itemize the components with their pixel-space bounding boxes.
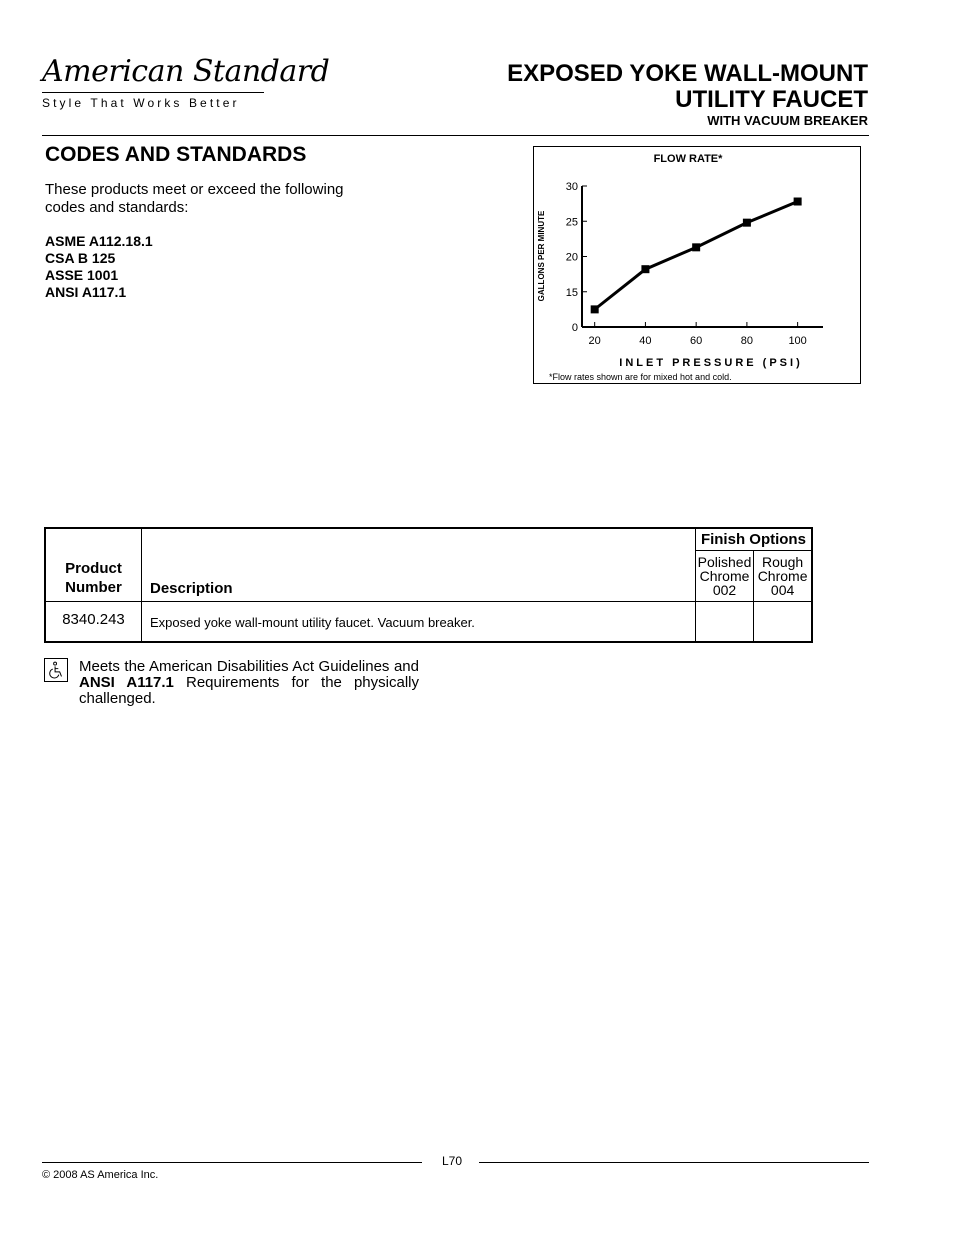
chart-x-tick-label: 60 bbox=[690, 335, 703, 347]
chart-data-point bbox=[641, 265, 649, 273]
code-item: ASSE 1001 bbox=[45, 267, 119, 283]
chart-y-tick-label: 15 bbox=[565, 286, 578, 299]
footer-divider-right bbox=[479, 1162, 869, 1163]
chart-x-tick-label: 20 bbox=[588, 335, 601, 347]
finish-name-line1: Polished bbox=[697, 554, 752, 570]
finish-polished-chrome-cell bbox=[695, 602, 753, 643]
finish-polished-chrome-header bbox=[695, 551, 753, 602]
description-header: Description bbox=[142, 528, 696, 602]
chart-y-tick-label: 20 bbox=[565, 251, 578, 264]
finish-rough-chrome-header bbox=[754, 551, 812, 602]
product-number-cell: 8340.243 bbox=[45, 602, 142, 643]
code-item: ANSI A117.1 bbox=[45, 284, 127, 300]
code-item: CSA B 125 bbox=[45, 250, 116, 266]
chart-x-tick-label: 100 bbox=[788, 335, 807, 347]
chart-title: FLOW RATE* bbox=[653, 153, 723, 165]
document-title-block bbox=[507, 61, 868, 129]
chart-data-point bbox=[692, 243, 700, 251]
document-title-line2: UTILITY FAUCET bbox=[675, 86, 868, 113]
chart-data-point bbox=[794, 198, 802, 206]
finish-rough-chrome-cell bbox=[754, 602, 812, 643]
ada-text-part1: Meets the American Disabilities Act Guidelines and bbox=[79, 658, 419, 675]
description-cell: Exposed yoke wall-mount utility faucet. Vacuum breaker. bbox=[142, 602, 696, 643]
finish-code: 004 bbox=[770, 582, 795, 598]
chart-data-point bbox=[743, 219, 751, 227]
finish-name-line1: Rough bbox=[761, 554, 804, 570]
chart-y-tick-label: 30 bbox=[565, 181, 578, 193]
document-title-line1: EXPOSED YOKE WALL-MOUNT bbox=[507, 60, 868, 87]
wheelchair-icon bbox=[44, 658, 68, 682]
codes-list bbox=[45, 233, 153, 301]
header-divider bbox=[42, 135, 869, 136]
finish-options-header: Finish Options bbox=[695, 528, 812, 551]
chart-series-line bbox=[595, 202, 798, 310]
chart-footnote: *Flow rates shown are for mixed hot and cold. bbox=[549, 372, 732, 382]
finish-name-line2: Chrome bbox=[699, 568, 750, 584]
finish-code: 002 bbox=[712, 582, 737, 598]
footer-divider-left bbox=[42, 1162, 422, 1163]
product-table bbox=[44, 527, 813, 643]
flow-rate-chart bbox=[533, 146, 861, 384]
product-number-header bbox=[45, 528, 142, 602]
chart-x-tick-label: 80 bbox=[740, 335, 754, 347]
chart-data-point bbox=[591, 305, 599, 313]
chart-y-tick-label: 25 bbox=[565, 216, 578, 229]
table-row bbox=[45, 602, 812, 643]
finish-name-line2: Chrome bbox=[757, 568, 808, 584]
product-header-line1: Product bbox=[65, 560, 122, 577]
chart-y-tick-label: 0 bbox=[571, 322, 578, 334]
codes-heading: CODES AND STANDARDS bbox=[45, 143, 307, 166]
chart-y-axis-label: GALLONS PER MINUTE bbox=[537, 210, 546, 302]
code-item: ASME A112.18.1 bbox=[45, 233, 153, 249]
copyright-notice: © 2008 AS America Inc. bbox=[42, 1169, 159, 1181]
product-header-line2: Number bbox=[65, 579, 122, 596]
ada-compliance-note bbox=[79, 659, 419, 707]
page-number: L70 bbox=[441, 1154, 463, 1168]
logo-divider bbox=[42, 92, 264, 93]
codes-intro: These products meet or exceed the following codes and standards: bbox=[45, 181, 344, 216]
brand-tagline: Style That Works Better bbox=[42, 96, 240, 110]
ada-text-part2: Requirements for the physically challenged. bbox=[79, 674, 419, 707]
ada-text-standard: ANSI A117.1 bbox=[79, 674, 174, 691]
brand-logo-wordmark: American Standard bbox=[42, 54, 330, 89]
document-subtitle: WITH VACUUM BREAKER bbox=[707, 113, 868, 128]
chart-x-tick-label: 40 bbox=[639, 335, 652, 347]
chart-x-axis-label: INLET PRESSURE (PSI) bbox=[619, 357, 803, 369]
